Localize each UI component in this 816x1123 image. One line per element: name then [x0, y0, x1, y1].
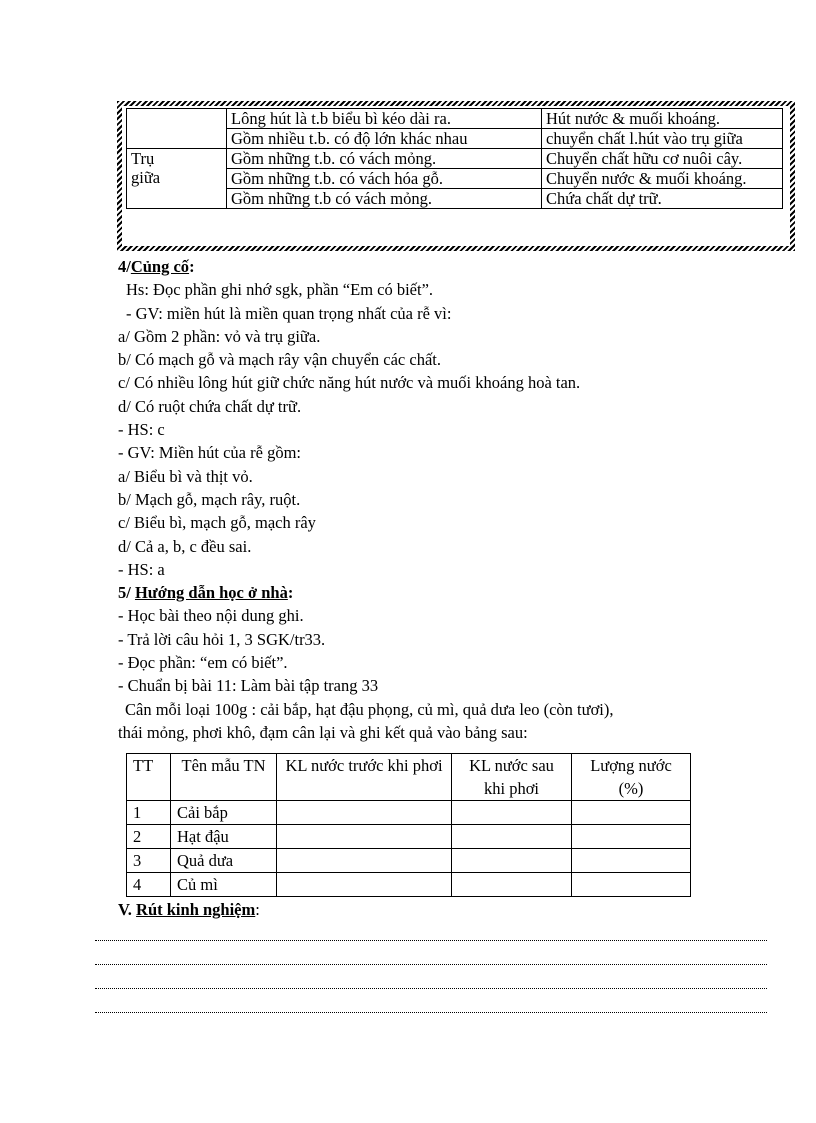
table-row: [127, 149, 783, 169]
table-cell: Hút nước & muối khoáng.: [542, 109, 783, 129]
section-5-line: thái mỏng, phơi khô, đạm cân lại và ghi kết quả vào bảng sau:: [118, 722, 528, 742]
table-cell: Quả dưa: [171, 849, 277, 873]
table-cell: [277, 801, 452, 825]
table-row: [127, 873, 691, 897]
table-header-row: [127, 754, 691, 801]
section-4-line: b/ Có mạch gỗ và mạch rây vận chuyển các chất.: [118, 350, 441, 370]
table-cell: [452, 825, 572, 849]
table-cell: Chuyển nước & muối khoáng.: [542, 169, 783, 189]
header-cell-sample: Tên mẫu TN: [171, 754, 277, 801]
table-row: [127, 825, 691, 849]
section-4-line: - GV: miền hút là miền quan trọng nhất của rễ vì:: [126, 303, 452, 323]
section-5-line: - Đọc phần: “em có biết”.: [118, 653, 288, 673]
table-cell: [277, 825, 452, 849]
table-row: [127, 849, 691, 873]
section-v-heading: V. Rút kinh nghiệm:: [118, 900, 260, 919]
table-cell: 1: [127, 801, 171, 825]
table-row: [127, 801, 691, 825]
section-4-line: - GV: Miền hút của rễ gồm:: [118, 443, 301, 463]
table-cell: Chứa chất dự trữ.: [542, 189, 783, 209]
table-cell: Gồm những t.b. có vách hóa gỗ.: [227, 169, 542, 189]
table-cell: [452, 801, 572, 825]
table-cell: [452, 849, 572, 873]
section-4-line: Hs: Đọc phần ghi nhớ sgk, phần “Em có biết”.: [126, 280, 434, 300]
table-cell: [572, 873, 691, 897]
table-cell: 3: [127, 849, 171, 873]
section-4-heading: 4/Củng cố:: [118, 257, 195, 276]
table-cell: Cải bắp: [171, 801, 277, 825]
header-cell-weight-after: KL nước sau khi phơi: [452, 754, 572, 801]
dotted-line: [95, 940, 767, 941]
tru-giua-label-1: Trụ: [131, 149, 155, 168]
table-cell: Lông hút là t.b biểu bì kéo dài ra.: [227, 109, 542, 129]
table-cell: 4: [127, 873, 171, 897]
table-cell: 2: [127, 825, 171, 849]
section-4-line: a/ Gồm 2 phần: vỏ và trụ giữa.: [118, 326, 321, 346]
section-5-heading: 5/ Hướng dẫn học ở nhà:: [118, 583, 294, 603]
table-cell: Gồm những t.b có vách mỏng.: [227, 189, 542, 209]
header-cell-tt: TT: [127, 754, 171, 801]
table-cell: Gồm những t.b. có vách mỏng.: [227, 149, 542, 169]
dotted-line: [95, 964, 767, 965]
table-cell: [277, 849, 452, 873]
section-4-line: b/ Mạch gỗ, mạch rây, ruột.: [118, 489, 301, 509]
section-4-line: c/ Có nhiều lông hút giữ chức năng hút nước và muối khoáng hoà tan.: [118, 373, 581, 393]
table-cell: [277, 873, 452, 897]
dotted-line: [95, 988, 767, 989]
root-structure-table: [126, 108, 783, 209]
section-5-line: Cân mỗi loại 100g : cải bắp, hạt đậu phọng, củ mì, quả dưa leo (còn tươi),: [125, 699, 614, 719]
section-4-line: c/ Biểu bì, mạch gỗ, mạch rây: [118, 513, 316, 533]
table-cell: [572, 801, 691, 825]
section-5-line: - Học bài theo nội dung ghi.: [118, 606, 304, 626]
experiment-table: [126, 753, 691, 897]
table-cell: Chuyển chất hữu cơ nuôi cây.: [542, 149, 783, 169]
table-cell-tru-giua: [127, 149, 227, 209]
header-cell-weight-before: KL nước trước khi phơi: [277, 754, 452, 801]
table-cell: [127, 109, 227, 149]
section-4-line: - HS: a: [118, 559, 165, 579]
section-4-line: d/ Có ruột chứa chất dự trữ.: [118, 396, 302, 416]
section-5-line: - Chuẩn bị bài 11: Làm bài tập trang 33: [118, 676, 379, 696]
tru-giua-label-2: giữa: [131, 168, 161, 187]
table-cell: [572, 825, 691, 849]
lesson-body: [118, 255, 798, 744]
table-cell: [452, 873, 572, 897]
section-4-line: d/ Cả a, b, c đều sai.: [118, 536, 252, 556]
section-5-line: - Trả lời câu hỏi 1, 3 SGK/tr33.: [118, 629, 326, 649]
table-row: [127, 109, 783, 129]
table-cell: Hạt đậu: [171, 825, 277, 849]
table-cell: [572, 849, 691, 873]
table-cell: Gồm nhiều t.b. có độ lớn khác nhau: [227, 129, 542, 149]
table-cell: Củ mì: [171, 873, 277, 897]
header-cell-water-amount: Lượng nước (%): [572, 754, 691, 801]
table-cell: chuyển chất l.hút vào trụ giữa: [542, 129, 783, 149]
dotted-line: [95, 1012, 767, 1013]
section-4-line: - HS: c: [118, 420, 165, 440]
section-4-line: a/ Biểu bì và thịt vỏ.: [118, 466, 253, 486]
